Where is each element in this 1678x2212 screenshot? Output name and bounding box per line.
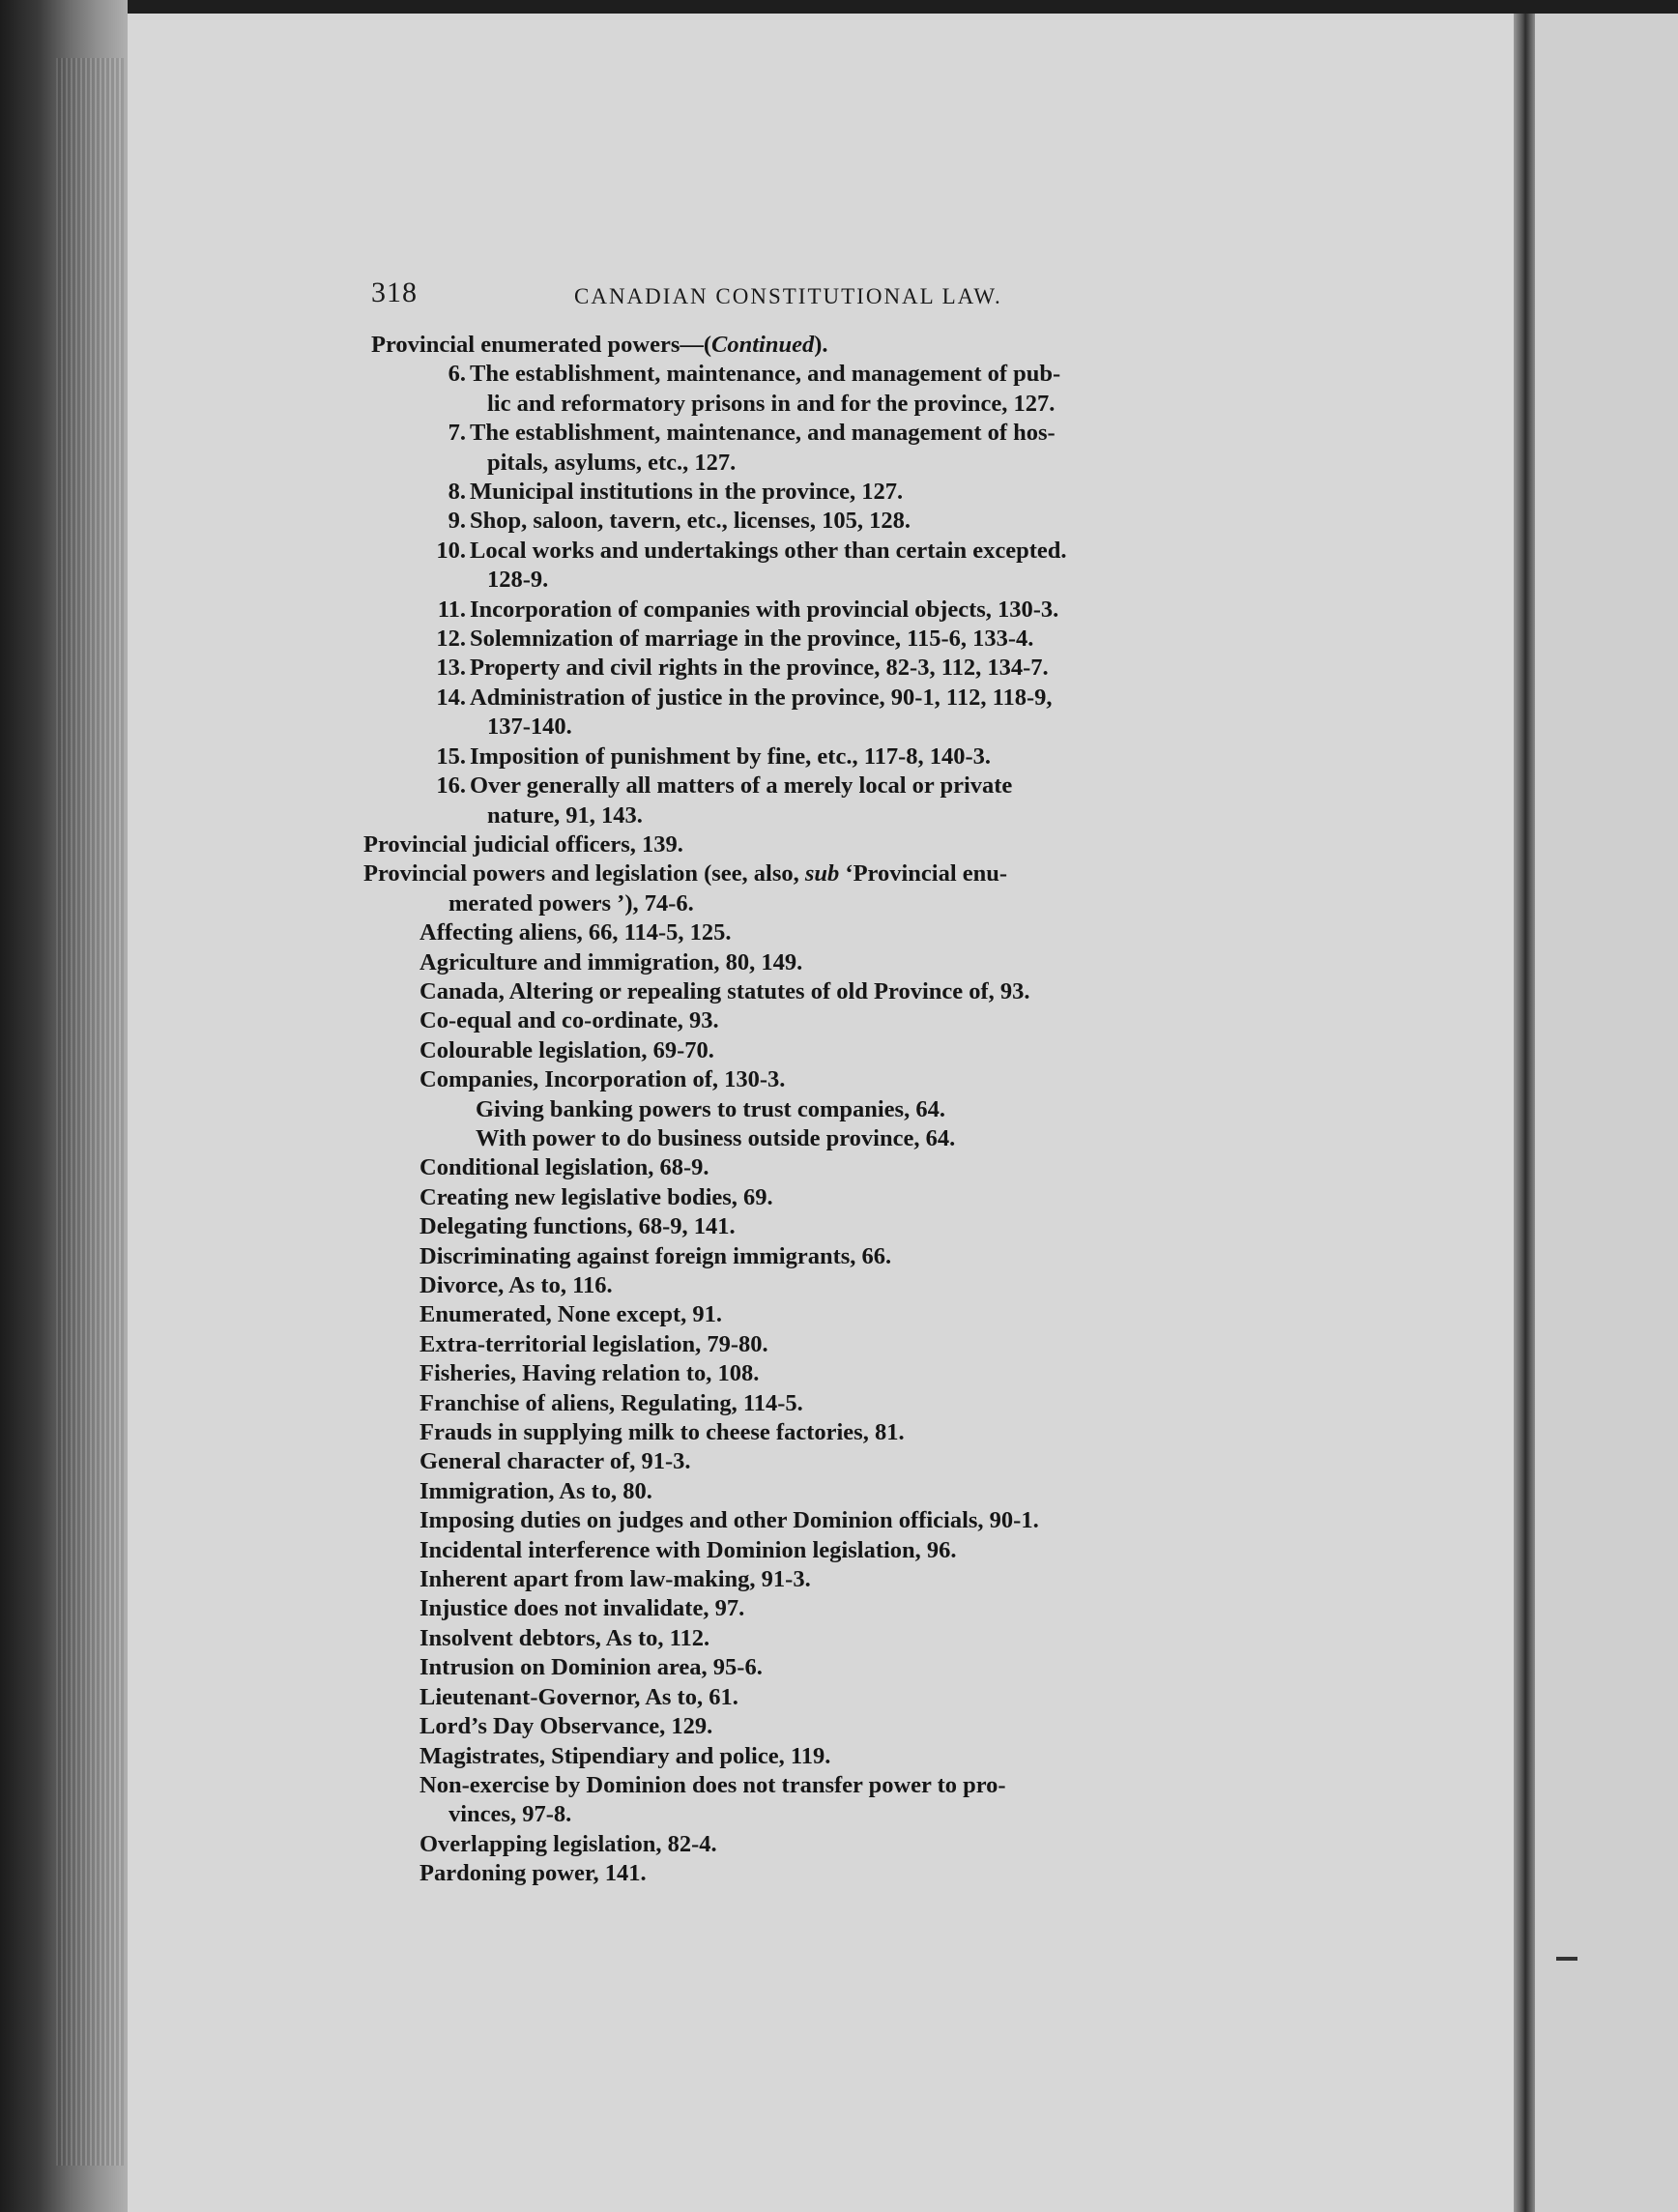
sub-sub-entry: Giving banking powers to trust companies, 64. <box>476 1095 945 1122</box>
sub-entry: Incidental interference with Dominion legislation, 96. <box>420 1536 957 1563</box>
page-header <box>371 276 1260 315</box>
scan-top-border <box>0 0 1678 14</box>
item-text: Local works and undertakings other than certain excepted. <box>470 537 1067 564</box>
sub-entry: Agriculture and immigration, 80, 149. <box>420 948 803 975</box>
item-number: 16. <box>436 772 466 800</box>
page-edges <box>56 58 124 2166</box>
index-item-15 <box>363 742 1262 771</box>
sub-entry: Companies, Incorporation of, 130-3. <box>420 1066 786 1093</box>
item-text: The establishment, maintenance, and management of hos- <box>470 420 1056 447</box>
index-heading-provincial-powers-cont: merated powers ’), 74-6. <box>448 889 694 917</box>
powers-heading-sub: sub <box>804 860 840 888</box>
index-item-8 <box>363 478 1262 507</box>
sub-entry: Immigration, As to, 80. <box>420 1477 652 1504</box>
index-item-16 <box>363 771 1262 800</box>
sub-entry: Fisheries, Having relation to, 108. <box>420 1360 760 1387</box>
sub-entry: Inherent apart from law-making, 91-3. <box>420 1566 811 1593</box>
index-item-10 <box>363 537 1262 566</box>
index-item-14-cont: 137-140. <box>487 713 572 741</box>
heading-prefix: Provincial enumerated powers—( <box>371 332 712 358</box>
item-number: 7. <box>448 420 466 447</box>
item-text: Property and civil rights in the province, 82-3, 112, 134-7. <box>470 655 1049 682</box>
item-number: 13. <box>436 655 466 682</box>
page-number: 318 <box>371 276 418 308</box>
sub-entry-nonexercise-cont: vinces, 97-8. <box>448 1801 572 1828</box>
item-text: Municipal institutions in the province, 127. <box>470 479 904 506</box>
sub-entry: Lord’s Day Observance, 129. <box>420 1713 713 1740</box>
index-item-6-cont: lic and reformatory prisons in and for the province, 127. <box>487 390 1056 417</box>
item-text: Incorporation of companies with provincial objects, 130-3. <box>470 596 1059 623</box>
facing-page <box>1535 14 1678 2212</box>
item-number: 15. <box>436 742 466 770</box>
sub-entry: Affecting aliens, 66, 114-5, 125. <box>420 919 732 946</box>
sub-entry: Pardoning power, 141. <box>420 1860 647 1887</box>
sub-entry: Discriminating against foreign immigrants, 66. <box>420 1242 892 1269</box>
item-number: 12. <box>436 626 466 653</box>
sub-entry: Co-equal and co-ordinate, 93. <box>420 1007 719 1034</box>
sub-entry: Divorce, As to, 116. <box>420 1272 613 1298</box>
running-head: CANADIAN CONSTITUTIONAL LAW. <box>574 284 1002 308</box>
index-item-14 <box>363 684 1262 713</box>
facing-page-mark <box>1556 1957 1577 1961</box>
item-number: 9. <box>448 508 466 535</box>
sub-entry: Injustice does not invalidate, 97. <box>420 1595 745 1622</box>
sub-entry: General character of, 91-3. <box>420 1448 691 1475</box>
sub-entry: Insolvent debtors, As to, 112. <box>420 1624 710 1651</box>
item-text: The establishment, maintenance, and management of pub- <box>470 361 1061 388</box>
continued-word: Continued <box>711 332 815 358</box>
sub-entry: Imposing duties on judges and other Dominion officials, 90-1. <box>420 1507 1039 1534</box>
item-number: 6. <box>448 361 466 388</box>
sub-entry: Magistrates, Stipendiary and police, 119. <box>420 1742 831 1769</box>
index-item-6 <box>363 360 1262 389</box>
sub-entry-nonexercise: Non-exercise by Dominion does not transfer power to pro- <box>420 1771 1006 1798</box>
index-entry-judicial-officers: Provincial judicial officers, 139. <box>363 830 683 858</box>
sub-entry: Extra-territorial legislation, 79-80. <box>420 1330 768 1357</box>
sub-entry: Enumerated, None except, 91. <box>420 1301 723 1328</box>
sub-entry: Lieutenant-Governor, As to, 61. <box>420 1683 738 1710</box>
index-item-13 <box>363 654 1262 683</box>
index-item-12 <box>363 625 1262 654</box>
sub-entry: Colourable legislation, 69-70. <box>420 1036 714 1063</box>
index-item-7-cont: pitals, asylums, etc., 127. <box>487 449 737 476</box>
sub-entry: Intrusion on Dominion area, 95-6. <box>420 1654 763 1681</box>
item-text: Solemnization of marriage in the province, 115-6, 133-4. <box>470 626 1034 653</box>
index-item-11 <box>363 596 1262 625</box>
item-number: 10. <box>436 537 466 564</box>
index-item-10-cont: 128-9. <box>487 567 549 594</box>
book-gutter <box>1514 14 1535 2212</box>
sub-entry: Creating new legislative bodies, 69. <box>420 1183 773 1210</box>
powers-heading-text-2: ‘Provincial enu- <box>839 860 1008 888</box>
index-item-7 <box>363 419 1262 448</box>
index-body <box>363 331 1262 1889</box>
sub-entry: Canada, Altering or repealing statutes of old Province of, 93. <box>420 977 1030 1004</box>
powers-heading-text: Provincial powers and legislation (see, also, <box>363 860 805 888</box>
sub-entry: Conditional legislation, 68-9. <box>420 1154 709 1181</box>
book-spine-edge <box>0 0 128 2212</box>
item-number: 8. <box>448 479 466 506</box>
sub-sub-entry: With power to do business outside province, 64. <box>476 1124 956 1151</box>
item-text: Over generally all matters of a merely local or private <box>470 772 1013 800</box>
sub-entry: Frauds in supplying milk to cheese factories, 81. <box>420 1419 905 1446</box>
index-heading-continued <box>363 331 1262 360</box>
index-heading-provincial-powers <box>363 859 1262 888</box>
sub-entry: Delegating functions, 68-9, 141. <box>420 1213 736 1240</box>
item-text: Shop, saloon, tavern, etc., licenses, 105, 128. <box>470 508 911 535</box>
sub-entry: Overlapping legislation, 82-4. <box>420 1830 717 1857</box>
index-item-16-cont: nature, 91, 143. <box>487 801 643 829</box>
item-number: 14. <box>436 684 466 711</box>
index-item-9 <box>363 507 1262 536</box>
item-number: 11. <box>437 596 466 623</box>
item-text: Imposition of punishment by fine, etc., 117-8, 140-3. <box>470 742 992 770</box>
heading-suffix: ). <box>814 332 828 358</box>
sub-entry: Franchise of aliens, Regulating, 114-5. <box>420 1389 803 1416</box>
item-text: Administration of justice in the province, 90-1, 112, 118-9, <box>470 684 1053 711</box>
